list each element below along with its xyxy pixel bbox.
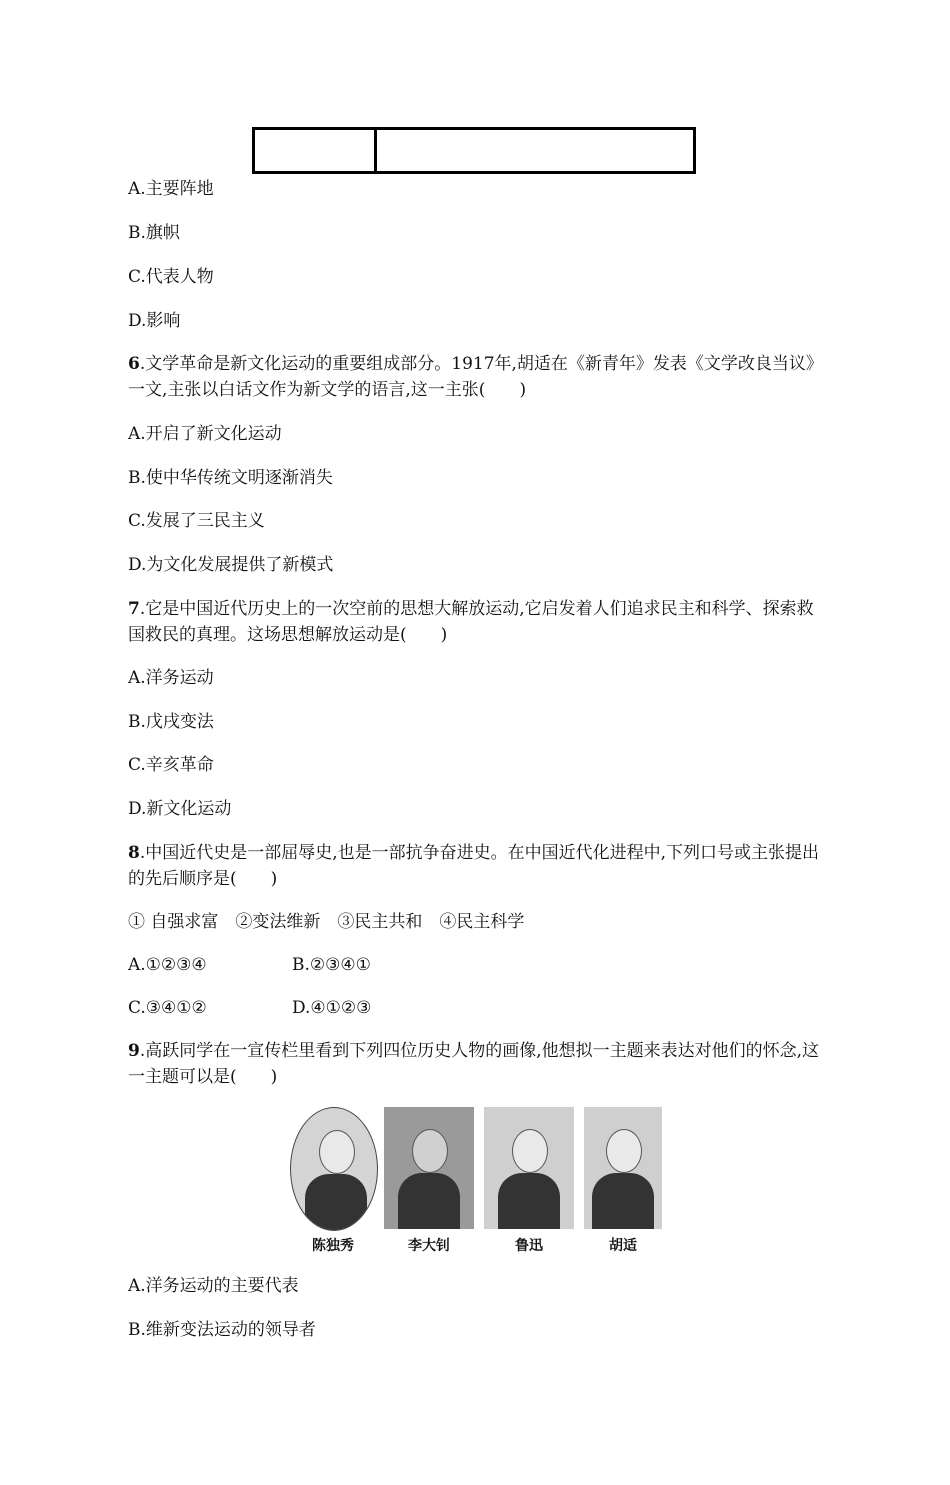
question-number: 7 [128, 599, 140, 619]
portrait-caption: 陈独秀 [312, 1238, 354, 1254]
q7-option-a: A.洋务运动 [128, 668, 214, 688]
portrait-caption: 李大钊 [408, 1238, 450, 1254]
q6-option-d: D.为文化发展提供了新模式 [128, 555, 334, 575]
q9-option-b: B.维新变法运动的领导者 [128, 1320, 316, 1340]
question-stem: .文学革命是新文化运动的重要组成部分。1917年,胡适在《新青年》发表《文学改良当议》一文,主张以白话文作为新文学的语言,这一主张( ) [128, 354, 823, 400]
answer-table-cell [255, 130, 377, 171]
portrait-image [584, 1107, 662, 1229]
question-number: 8 [128, 843, 140, 863]
question-6 [128, 351, 828, 403]
q6-option-b: B.使中华传统文明逐渐消失 [128, 468, 333, 488]
question-8 [128, 840, 828, 892]
answer-table-cell [377, 130, 693, 171]
q5-option-c: C.代表人物 [128, 267, 214, 287]
portrait-image [484, 1107, 574, 1229]
q7-option-b: B.戊戌变法 [128, 712, 214, 732]
question-number: 9 [128, 1041, 140, 1061]
q5-option-a: A.主要阵地 [128, 179, 214, 199]
portrait-image [384, 1107, 474, 1229]
q7-option-d: D.新文化运动 [128, 799, 232, 819]
q5-option-d: D.影响 [128, 311, 181, 331]
question-9 [128, 1038, 828, 1090]
q8-option-d: D.④①②③ [292, 998, 372, 1018]
portrait-caption: 鲁迅 [515, 1238, 543, 1254]
q6-option-a: A.开启了新文化运动 [128, 424, 282, 444]
portraits-figure [288, 1107, 662, 1257]
q8-option-a: A.①②③④ [128, 955, 207, 975]
q9-option-a: A.洋务运动的主要代表 [128, 1276, 299, 1296]
question-stem: .中国近代史是一部屈辱史,也是一部抗争奋进史。在中国近代化进程中,下列口号或主张提出的先后顺序是( ) [128, 843, 820, 889]
portrait-image [288, 1107, 378, 1229]
portrait-caption: 胡适 [609, 1238, 637, 1254]
q6-option-c: C.发展了三民主义 [128, 511, 265, 531]
question-number: 6 [128, 354, 140, 374]
question-7 [128, 596, 828, 648]
q8-items: ① 自强求富 ②变法维新 ③民主共和 ④民主科学 [128, 912, 525, 932]
question-stem: .高跃同学在一宣传栏里看到下列四位历史人物的画像,他想拟一主题来表达对他们的怀念,这一主题可以是( ) [128, 1041, 820, 1087]
question-stem: .它是中国近代历史上的一次空前的思想大解放运动,它启发着人们追求民主和科学、探索救国救民的真理。这场思想解放运动是( ) [128, 599, 814, 645]
q7-option-c: C.辛亥革命 [128, 755, 214, 775]
q8-option-b: B.②③④① [292, 955, 371, 975]
q8-option-c: C.③④①② [128, 998, 207, 1018]
answer-table [252, 127, 696, 174]
q5-option-b: B.旗帜 [128, 223, 180, 243]
